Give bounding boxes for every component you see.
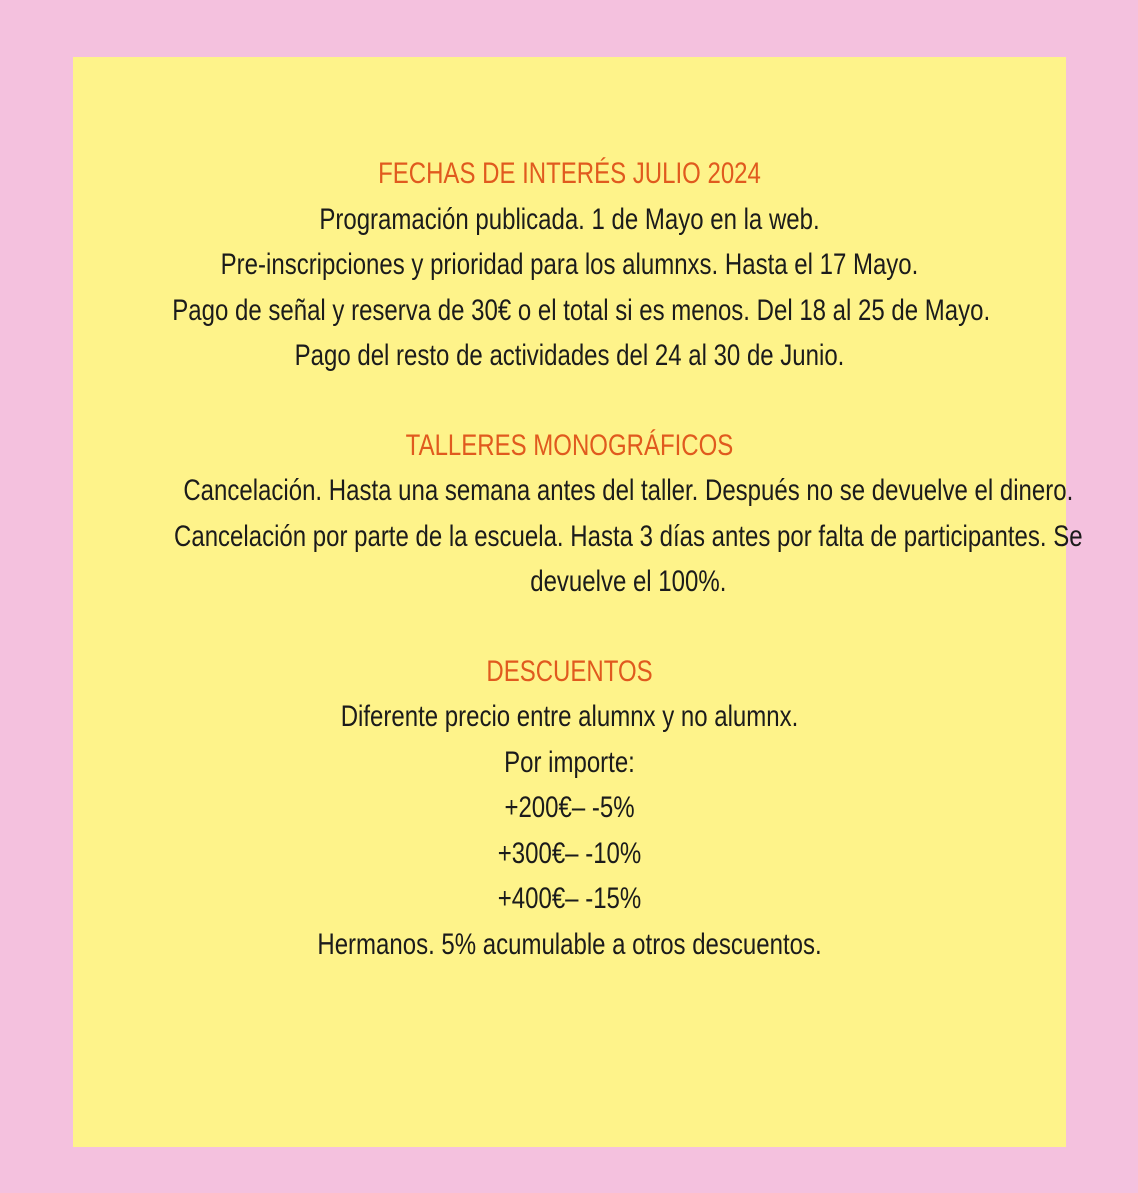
discounts-line: +200€– -5% [504, 791, 635, 824]
dates-line: Pre-inscripciones y prioridad para los alumnxs. Hasta el 17 Mayo. [220, 248, 919, 281]
discounts-line: Diferente precio entre alumnx y no alumnx. [340, 700, 799, 733]
workshops-line: Cancelación por parte de la escuela. Hasta 3 días antes por falta de participantes. Se devuelve el 100%. [174, 519, 1083, 598]
section-gap [172, 605, 966, 649]
dates-line: Programación publicada. 1 de Mayo en la web. [319, 202, 820, 236]
workshops-heading: TALLERES MONOGRÁFICOS [405, 428, 734, 462]
discounts-line: +300€– -10% [497, 836, 642, 870]
dates-line: Pago de señal y reserva de 30€ o el total si es menos. Del 18 al 25 de Mayo. [172, 293, 991, 327]
discounts-heading: DESCUENTOS [486, 654, 653, 688]
dates-heading: FECHAS DE INTERÉS JULIO 2024 [378, 157, 761, 190]
info-content [172, 151, 1083, 967]
discounts-line: +400€– -15% [497, 882, 642, 915]
discounts-line: Por importe: [504, 745, 635, 779]
section-gap [172, 379, 966, 423]
workshops-line: Cancelación. Hasta una semana antes del taller. Después no se devuelve el dinero. [183, 474, 1074, 507]
discounts-line: Hermanos. 5% acumulable a otros descuentos. [317, 927, 822, 961]
dates-line: Pago del resto de actividades del 24 al 30 de Junio. [294, 339, 845, 372]
info-panel [73, 57, 1083, 1147]
